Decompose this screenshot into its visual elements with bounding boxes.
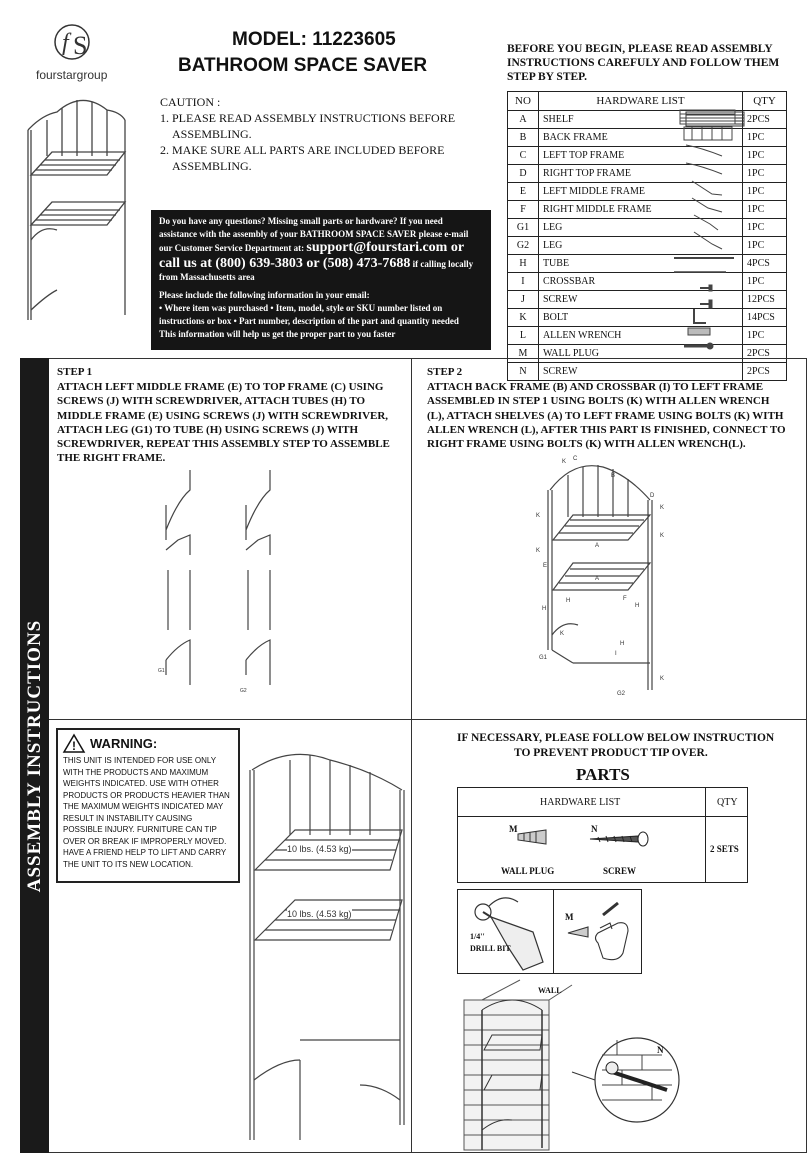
svg-text:f: f [62,30,69,56]
weight-bottom-label: 10 lbs. (4.53 kg) [287,909,352,919]
step2-label-h: H [635,603,640,609]
parts-m-label: M [509,824,518,834]
hw-name: TUBE [538,255,742,273]
allen-wrench-icon [694,309,706,323]
step2-label-k: K [660,676,665,682]
drill-bit-label: DRILL BIT [470,944,511,953]
contact-line-2: assistance with the assembly of your BATHROOM SPACE SAVER please e-mail [159,229,469,239]
step2-label-a: A [595,543,600,549]
table-row [508,291,787,309]
warning-shelf-illustration [240,740,420,1150]
step2-label-g2: G2 [617,691,626,697]
step2-label-d: D [650,493,655,499]
parts-screw-label: SCREW [603,866,637,876]
caution-line-4: ASSEMBLING. [172,159,252,173]
hw-name: LEFT TOP FRAME [538,147,742,165]
warning-triangle-icon [63,734,85,753]
before-you-begin: BEFORE YOU BEGIN, PLEASE READ ASSEMBLY INSTRUCTIONS CAREFULY AND FOLLOW THEM STEP BY STEP. [507,43,780,83]
hw-name: RIGHT MIDDLE FRAME [538,201,742,219]
drill-divider [553,890,554,973]
hw-name: WALL PLUG [538,345,742,363]
parts-title: PARTS [576,765,630,784]
hw-no: I [508,273,539,291]
hw-no: F [508,201,539,219]
hw-qty: 1PC [743,201,787,219]
brand-logo [50,18,110,68]
hw-qty: 2PCS [743,111,787,129]
table-row [508,147,787,165]
back-frame-icon [684,127,732,140]
hw-name-text: SHELF [542,114,574,125]
parts-qty-value: 2 SETS [710,844,739,854]
info-line-3: This information will help us get the proper part to you faster [159,329,396,339]
hw-name: RIGHT TOP FRAME [538,165,742,183]
parts-n-label: N [591,824,598,834]
info-line-2: instructions or box • Part number, description of the part and quantity needed [159,316,459,326]
parts-col-divider [705,788,706,882]
support-email[interactable]: support@fourstari.com or [306,240,465,255]
warning-text: THIS UNIT IS INTENDED FOR USE ONLY WITH THE PRODUCTS AND MAXIMUM WEIGHTS INDICATED. USE WITH OTHER PRODUCTS OR PRODUCTS HEAVIER THAN THE MAXIMUM WEIGHTS INDICATED MAY RESULT IN INSTABILITY CAUSING POSSIBLE INJURY. FURNITURE CAN TIP OVER OR BREAK IF IMPROPERLY MOVED. HAVE A FRIEND HELP TO LIFT AND CARRY THE UNIT TO ITS NEW LOCATION. [63,756,230,869]
step1-diagram [148,460,308,700]
svg-text:S: S [73,31,88,60]
step2-label-e: E [543,563,548,569]
table-row [508,111,787,129]
step1-label-g2: G2 [240,688,247,694]
hw-no: K [508,309,539,327]
hw-col-qty: QTY [743,92,787,111]
step2-label-i: I [615,651,617,657]
step2-label-c: C [573,456,578,462]
step2-label-h: H [542,606,547,612]
weight-top-label: 10 lbs. (4.53 kg) [287,844,352,854]
hw-no: B [508,129,539,147]
parts-table [457,787,748,883]
hardware-icons [672,108,742,368]
hw-name: LEFT MIDDLE FRAME [538,183,742,201]
table-row [508,327,787,345]
hw-qty: 14PCS [743,309,787,327]
shelf-part-icon [680,110,735,124]
wall-install-illustration [462,980,682,1155]
caution-block [160,94,455,174]
step2-text: ATTACH BACK FRAME (B) AND CROSSBAR (I) TO LEFT FRAME ASSEMBLED IN STEP 1 USING BOLTS (K) WITH ALLEN WRENCH (L), ATTACH SHELVES (A) TO LEFT FRAME USING BOLTS (K) WITH ALLEN WRENCH (L), AFTER THIS PART IS FINISHED, CONNECT TO RIGHT FRAME USING BOLTS (K) WITH ALLEN WRENCH(L). [427,381,786,451]
step2-label-h: H [620,641,625,647]
step2-title: STEP 2 [427,366,463,378]
hw-qty: 4PCS [743,255,787,273]
hw-name: BACK FRAME [538,129,742,147]
wall-plug-icon [688,328,710,335]
contact-phone-line [159,257,487,271]
hw-no: H [508,255,539,273]
screw-j-icon [700,285,712,291]
hw-name: CROSSBAR [538,273,742,291]
hw-no: N [508,363,539,381]
model-number: MODEL: 11223605 [232,29,396,50]
caution-line-2: ASSEMBLING. [172,127,252,141]
step2-label-k: K [562,459,567,465]
screw-n-icon [684,343,713,349]
leg-g1-icon [694,215,718,230]
contact-box [151,210,491,350]
wall-label: WALL [538,986,562,995]
plug-step-m: M [565,912,574,922]
table-row [508,183,787,201]
step2-label-k: K [660,533,665,539]
hw-name: BOLT [538,309,742,327]
step2-label-k: K [660,505,665,511]
side-title: ASSEMBLY INSTRUCTIONS [24,619,45,893]
contact-area: from Massachusetts area [159,272,255,282]
hw-no: G1 [508,219,539,237]
hand-insert-icon [558,893,638,971]
hw-no: L [508,327,539,345]
step2-label-h: H [566,598,571,604]
logo-emblem [50,18,110,68]
contact-line-1: Do you have any questions? Missing small parts or hardware? If you need [159,216,443,226]
table-row [508,273,787,291]
hw-col-no: NO [508,92,539,111]
hw-qty: 2PCS [743,345,787,363]
hw-name: SCREW [538,291,742,309]
step2-label-a: A [595,576,600,582]
support-phone[interactable]: call us at (800) 639-3803 or (508) 473-7688 [159,256,411,271]
wall-screw-n-label: N [657,1045,664,1055]
hw-no: A [508,111,539,129]
table-row [508,309,787,327]
hw-col-list: HARDWARE LIST [538,92,742,111]
screw-icon [588,830,658,850]
step2-label-k: K [536,548,541,554]
header-shelf-illustration [22,90,137,325]
hw-qty: 1PC [743,327,787,345]
step1-text: ATTACH LEFT MIDDLE FRAME (E) TO TOP FRAME (C) USING SCREWS (J) WITH SCREWDRIVER, ATTACH TUBES (H) TO MIDDLE FRAME (E) USING SCREWS (J) WITH SCREWDRIVER, ATTACH LEG (G1) TO TUBE (H) USING SCREWS (J) WITH SCREWDRIVER, REPEAT THIS ASSEMBLY STEP TO ASSEMBLE THE RIGHT FRAME. [57,381,390,465]
step2-label-b: B [611,473,616,479]
step2-label-f: F [623,596,627,602]
caution-line-3: 2. MAKE SURE ALL PARTS ARE INCLUDED BEFORE [160,143,445,157]
hw-name: LEG [538,219,742,237]
hardware-header-row [508,92,787,111]
hw-name: ALLEN WRENCH [538,327,742,345]
hw-no: G2 [508,237,539,255]
hw-no: M [508,345,539,363]
hw-qty: 1PC [743,165,787,183]
table-row [508,129,787,147]
contact-line-3a: our Customer Service Department at: [159,243,307,253]
caution-line-1: 1. PLEASE READ ASSEMBLY INSTRUCTIONS BEFORE [160,111,456,125]
info-title: Please include the following information in your email: [159,290,370,300]
hw-no: C [508,147,539,165]
drill-size: 1/4'' [470,932,485,941]
hw-name: LEG [538,237,742,255]
hw-no: E [508,183,539,201]
hw-qty: 1PC [743,147,787,165]
tipover-line-1: IF NECESSARY, PLEASE FOLLOW BELOW INSTRUCTION [457,732,775,744]
divider-horizontal [49,719,807,720]
parts-col-qty: QTY [717,797,738,808]
step2-diagram [533,455,683,700]
leg-g2-icon [694,232,722,249]
hw-qty: 12PCS [743,291,787,309]
product-title: BATHROOM SPACE SAVER [178,55,428,76]
step2-label-k: K [560,631,565,637]
parts-col-list: HARDWARE LIST [540,797,621,808]
wall-plug-icon [516,828,556,848]
parts-plug-label: WALL PLUG [501,866,555,876]
right-middle-frame-icon [692,198,722,212]
hw-no: D [508,165,539,183]
hw-qty: 1PC [743,273,787,291]
table-row [508,255,787,273]
warning-header [63,734,233,753]
caution-title: CAUTION : [160,95,221,109]
hardware-table [507,91,787,381]
table-row [508,201,787,219]
table-row [508,165,787,183]
step1-label-g1: G1 [158,668,165,674]
step2-label-g1: G1 [539,655,548,661]
hw-qty: 1PC [743,129,787,147]
step1-title: STEP 1 [57,366,93,378]
left-top-frame-icon [686,145,722,156]
hw-name: SCREW [538,363,742,381]
table-row [508,237,787,255]
warning-title: WARNING: [90,736,158,751]
phone-suffix: if calling locally [410,259,474,269]
warning-box [56,728,240,883]
parts-header-divider [458,816,747,817]
tipover-line-2: TO PREVENT PRODUCT TIP OVER. [514,747,708,759]
hw-qty: 1PC [743,219,787,237]
brand-name: fourstargroup [36,68,108,82]
drill-panel [457,889,642,974]
step2-label-k: K [536,513,541,519]
hw-qty: 2PCS [743,363,787,381]
right-top-frame-icon [686,163,722,174]
bolt-icon [700,300,712,308]
svg-text:!: ! [72,739,76,753]
info-line-1: • Where item was purchased • Item, model, style or SKU number listed on [159,303,443,313]
left-middle-frame-icon [692,181,722,195]
table-row [508,219,787,237]
hw-qty: 1PC [743,183,787,201]
contact-line-3 [159,241,487,255]
hw-no: J [508,291,539,309]
hw-qty: 1PC [743,237,787,255]
